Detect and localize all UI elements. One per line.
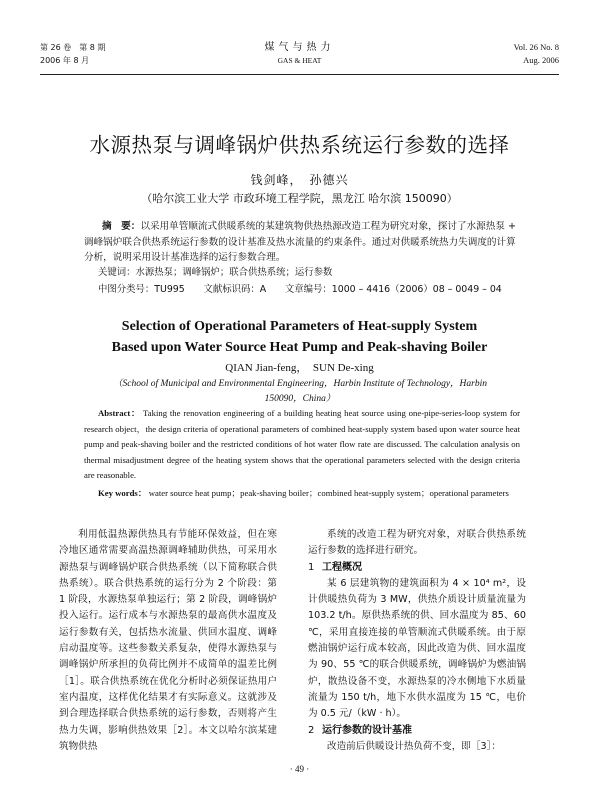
affiliation-cn: （哈尔滨工业大学 市政环境工程学院，黑龙江 哈尔滨 150090） bbox=[141, 192, 458, 205]
body-column-right bbox=[308, 527, 526, 755]
paper-title-en bbox=[0, 316, 599, 358]
volume-issue-cn: 第 26 卷 第 8 期 bbox=[40, 43, 106, 52]
keywords-cn-label: 关键词： bbox=[98, 267, 136, 278]
journal-name-cn: 煤气与热力 bbox=[264, 42, 335, 53]
body-paragraph: 系统的改造工程为研究对象，对联合供热系统运行参数的选择进行研究。 bbox=[308, 529, 526, 557]
body-paragraph: 利用低温热源供热具有节能环保效益，但在寒冷地区通常需要高温热源调峰辅助供热，可采用水源热泵与调峰锅炉联合供热系统（以下简称联合供热系统）。联合供热系统的运行分为 2 个阶段：第 1 阶段，水源热泵单独运行；第 2 阶段，调峰锅炉投入运行。运行成本与水源热泵的最高供水温度及运行参数有关，包括热水流量、供回水温度、调峰启动温度等。这些参数关系复杂，使得水源热泵与调峰锅炉所承担的负荷比例并不成简单的温差比例［1］。联合供热系统在优化分析时必须保证热用户室内温度，这样优化结果才有实际意义。这就涉及到合理选择联合供热系统的运行参数，否则将产生热力失调，影响供热效果［2］。本文以哈尔滨某建筑物供热 bbox=[59, 529, 277, 752]
authors-en: QIAN Jian-feng， SUN De-xing bbox=[225, 362, 374, 374]
abstract-cn-text: 以采用单管顺流式供暖系统的某建筑物供热热源改造工程为研究对象，探讨了水源热泵 + 调峰锅炉联合供热系统运行参数的设计基准及热水流量的约束条件。通过对供暖系统热力失调度的计算分析，说明采用设计基准选择的运行参数合理。 bbox=[84, 221, 517, 264]
running-header bbox=[40, 41, 559, 75]
body-paragraph: 改造前后供暖设计热负荷不变，即［3］： bbox=[327, 740, 501, 752]
section-number: 1 bbox=[308, 561, 315, 573]
section-title: 工程概况 bbox=[322, 561, 362, 573]
section-heading-2 bbox=[308, 723, 526, 739]
paper-title-en-line2: Based upon Water Source Heat Pump and Peak-shaving Boiler bbox=[111, 340, 488, 355]
abstract-en-label: Abstract： bbox=[98, 408, 141, 418]
volume-issue-en bbox=[514, 41, 559, 67]
volume-issue-en-line: Vol. 26 No. 8 bbox=[513, 42, 559, 52]
section-heading-1 bbox=[308, 560, 526, 576]
abstract-en bbox=[84, 406, 520, 484]
journal-name bbox=[40, 41, 559, 67]
classification-cn: 中图分类号：TU995 文献标识码：A 文章编号：1000 – 4416（2006）08 – 0049 – 04 bbox=[98, 284, 502, 295]
body-paragraph: 某 6 层建筑物的建筑面积为 4 × 10⁴ m²，设计供暖热负荷为 3 MW，供热介质设计质量流量为 103.2 t/h。原供热系统的供、回水温度为 85、60 ℃，采用直接连接的单管顺流式供暖系统。由于原燃油锅炉运行成本较高，因此改造为供、回水温度为 90、55 ℃的联合供暖系统，调峰锅炉为燃油锅炉，散热设备不变，水源热泵的冷水侧地下水质量流量为 150 t/h，地下水供水温度为 15 ℃，电价为 0.5 元/（kW · h）。 bbox=[308, 577, 526, 720]
keywords-en-label: Key words： bbox=[98, 488, 147, 498]
abstract-cn bbox=[84, 219, 520, 266]
affiliation-en: （School of Municipal and Environmental Engineering，Harbin Institute of Technology，Harbin 150090，China） bbox=[113, 379, 487, 404]
keywords-cn bbox=[98, 265, 518, 280]
keywords-en bbox=[84, 486, 520, 502]
page-number: · 49 · bbox=[289, 764, 310, 774]
paper-title-cn: 水源热泵与调峰锅炉供热系统运行参数的选择 bbox=[89, 133, 510, 157]
abstract-cn-label: 摘 要： bbox=[102, 221, 141, 232]
body-column-left bbox=[59, 527, 277, 755]
keywords-cn-text: 水源热泵；调峰锅炉；联合供热系统；运行参数 bbox=[135, 267, 333, 278]
date-en: Aug. 2006 bbox=[523, 55, 559, 65]
section-title: 运行参数的设计基准 bbox=[322, 724, 412, 736]
section-number: 2 bbox=[308, 724, 315, 736]
date-cn: 2006 年 8 月 bbox=[40, 56, 90, 65]
paper-title-en-line1: Selection of Operational Parameters of Heat-supply System bbox=[121, 319, 478, 334]
keywords-en-text: water source heat pump；peak-shaving boiler；combined heat-supply system；operational parameters bbox=[148, 488, 509, 498]
authors-cn: 钱剑峰， 孙德兴 bbox=[250, 173, 349, 187]
journal-name-en: GAS & HEAT bbox=[277, 56, 322, 65]
abstract-en-text: Taking the renovation engineering of a building heating heat source using one-pipe-series-loop system for research object，the design criteria of operational parameters of combined heat-supply system based upon water source heat pump and peak-shaving boiler and the restricted conditions of hot water flow rate are discussed. The calculation analysis on thermal misadjustment degree of the heating system shows that the operational parameters selected with the design criteria are reasonable. bbox=[84, 408, 521, 481]
